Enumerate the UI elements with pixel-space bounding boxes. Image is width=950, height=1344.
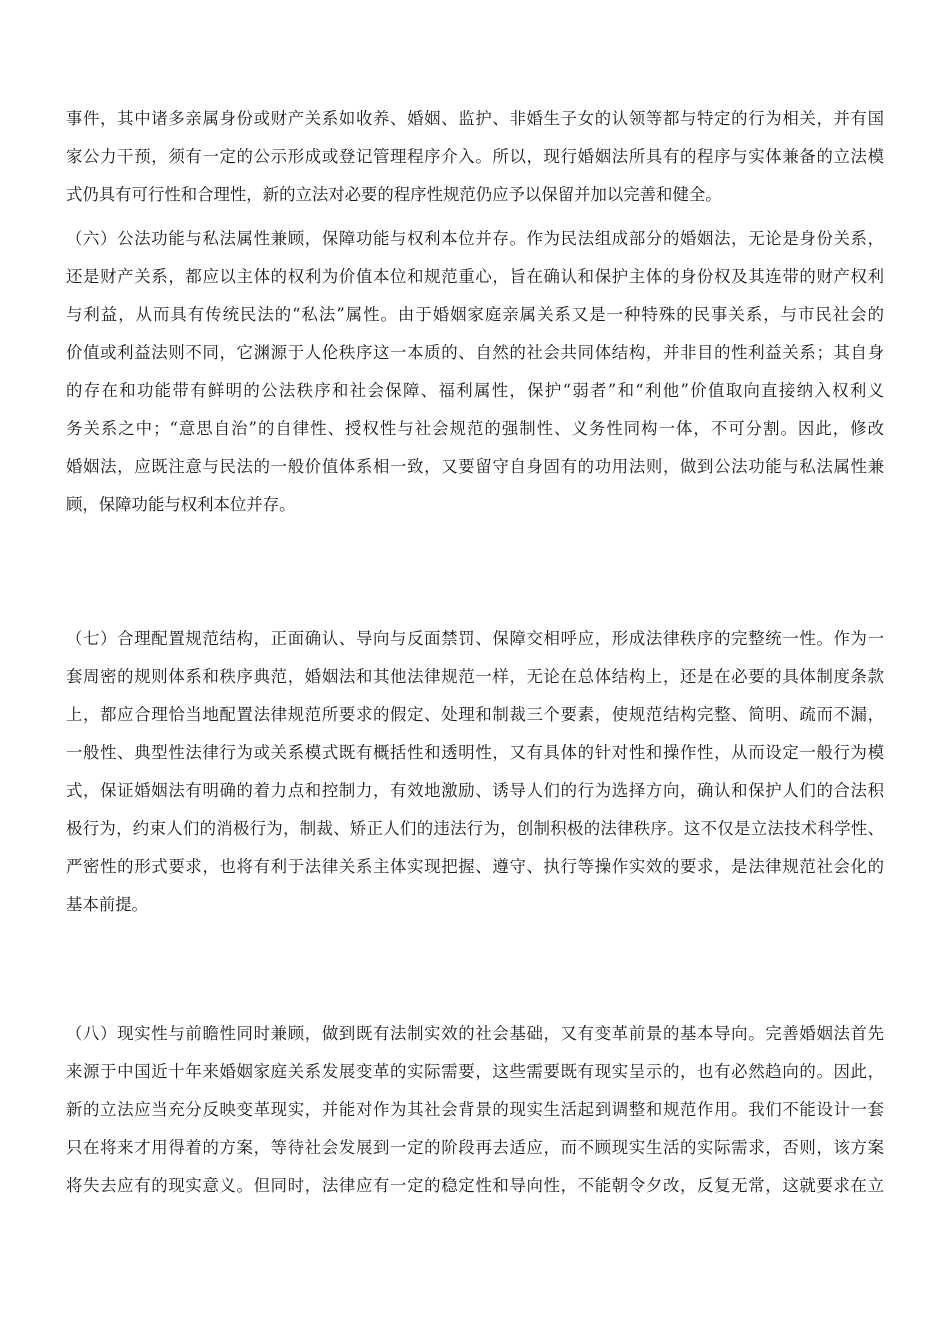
paragraph-section-8 (66, 1015, 884, 1205)
text-line: 式仍具有可行性和合理性，新的立法对必要的程序性规范仍应予以保留并加以完善和健全。 (66, 185, 722, 204)
text-line: 基本前提。 (66, 895, 148, 914)
text-line: （七）合理配置规范结构，正面确认、导向与反面禁罚、保障交相呼应，形成法律秩序的完整统一性。作为一 (66, 629, 884, 648)
text-line: 与利益，从而具有传统民法的“私法”属性。由于婚姻家庭亲属关系又是一种特殊的民事关系，与市民社会的 (66, 305, 884, 324)
text-line: 将失去应有的现实意义。但同时，法律应有一定的稳定性和导向性，不能朝令夕改，反复无常，这就要求在立 (66, 1176, 884, 1195)
text-line: 的存在和功能带有鲜明的公法秩序和社会保障、福利属性，保护“弱者”和“利他”价值取向直接纳入权利义 (66, 381, 884, 400)
text-line: （八）现实性与前瞻性同时兼顾，做到既有法制实效的社会基础，又有变革前景的基本导向。完善婚姻法首先 (66, 1024, 884, 1043)
text-line: 家公力干预，须有一定的公示形成或登记管理程序介入。所以，现行婚姻法所具有的程序与实体兼备的立法模 (66, 147, 884, 166)
text-line: 极行为，约束人们的消极行为，制裁、矫正人们的违法行为，创制积极的法律秩序。这不仅是立法技术科学性、 (66, 819, 884, 838)
text-line: 婚姻法，应既注意与民法的一般价值体系相一致，又要留守自身固有的功用法则，做到公法功能与私法属性兼 (66, 457, 884, 476)
text-line: 套周密的规则体系和秩序典范，婚姻法和其他法律规范一样，无论在总体结构上，还是在必要的具体制度条款 (66, 667, 884, 686)
text-line: 来源于中国近十年来婚姻家庭关系发展变革的实际需要，这些需要既有现实呈示的，也有必然趋向的。因此， (66, 1062, 884, 1081)
text-line: （六）公法功能与私法属性兼顾，保障功能与权利本位并存。作为民法组成部分的婚姻法，无论是身份关系， (66, 229, 884, 248)
paragraph-section-6 (66, 220, 884, 524)
text-line: 事件，其中诸多亲属身份或财产关系如收养、婚姻、监护、非婚生子女的认领等都与特定的行为相关，并有国 (66, 109, 884, 128)
text-line: 上，都应合理恰当地配置法律规范所要求的假定、处理和制裁三个要素，使规范结构完整、简明、疏而不漏， (66, 705, 884, 724)
paragraph-procedural-norms (66, 100, 884, 214)
text-line: 顾，保障功能与权利本位并存。 (66, 495, 296, 514)
text-line: 只在将来才用得着的方案，等待社会发展到一定的阶段再去适应，而不顾现实生活的实际需求，否则，该方案 (66, 1138, 884, 1157)
text-line: 严密性的形式要求，也将有利于法律关系主体实现把握、遵守、执行等操作实效的要求，是法律规范社会化的 (66, 857, 884, 876)
text-line: 价值或利益法则不同，它渊源于人伦秩序这一本质的、自然的社会共同体结构，并非目的性利益关系；其自身 (66, 343, 884, 362)
text-line: 式，保证婚姻法有明确的着力点和控制力，有效地激励、诱导人们的行为选择方向，确认和保护人们的合法积 (66, 781, 884, 800)
text-line: 一般性、典型性法律行为或关系模式既有概括性和透明性，又有具体的针对性和操作性，从而设定一般行为模 (66, 743, 884, 762)
text-line: 新的立法应当充分反映变革现实，并能对作为其社会背景的现实生活起到调整和规范作用。我们不能设计一套 (66, 1100, 884, 1119)
text-line: 还是财产关系，都应以主体的权利为价值本位和规范重心，旨在确认和保护主体的身份权及其连带的财产权利 (66, 267, 884, 286)
text-line: 务关系之中；“意思自治”的自律性、授权性与社会规范的强制性、义务性同构一体，不可分割。因此，修改 (66, 419, 884, 438)
paragraph-section-7 (66, 620, 884, 924)
